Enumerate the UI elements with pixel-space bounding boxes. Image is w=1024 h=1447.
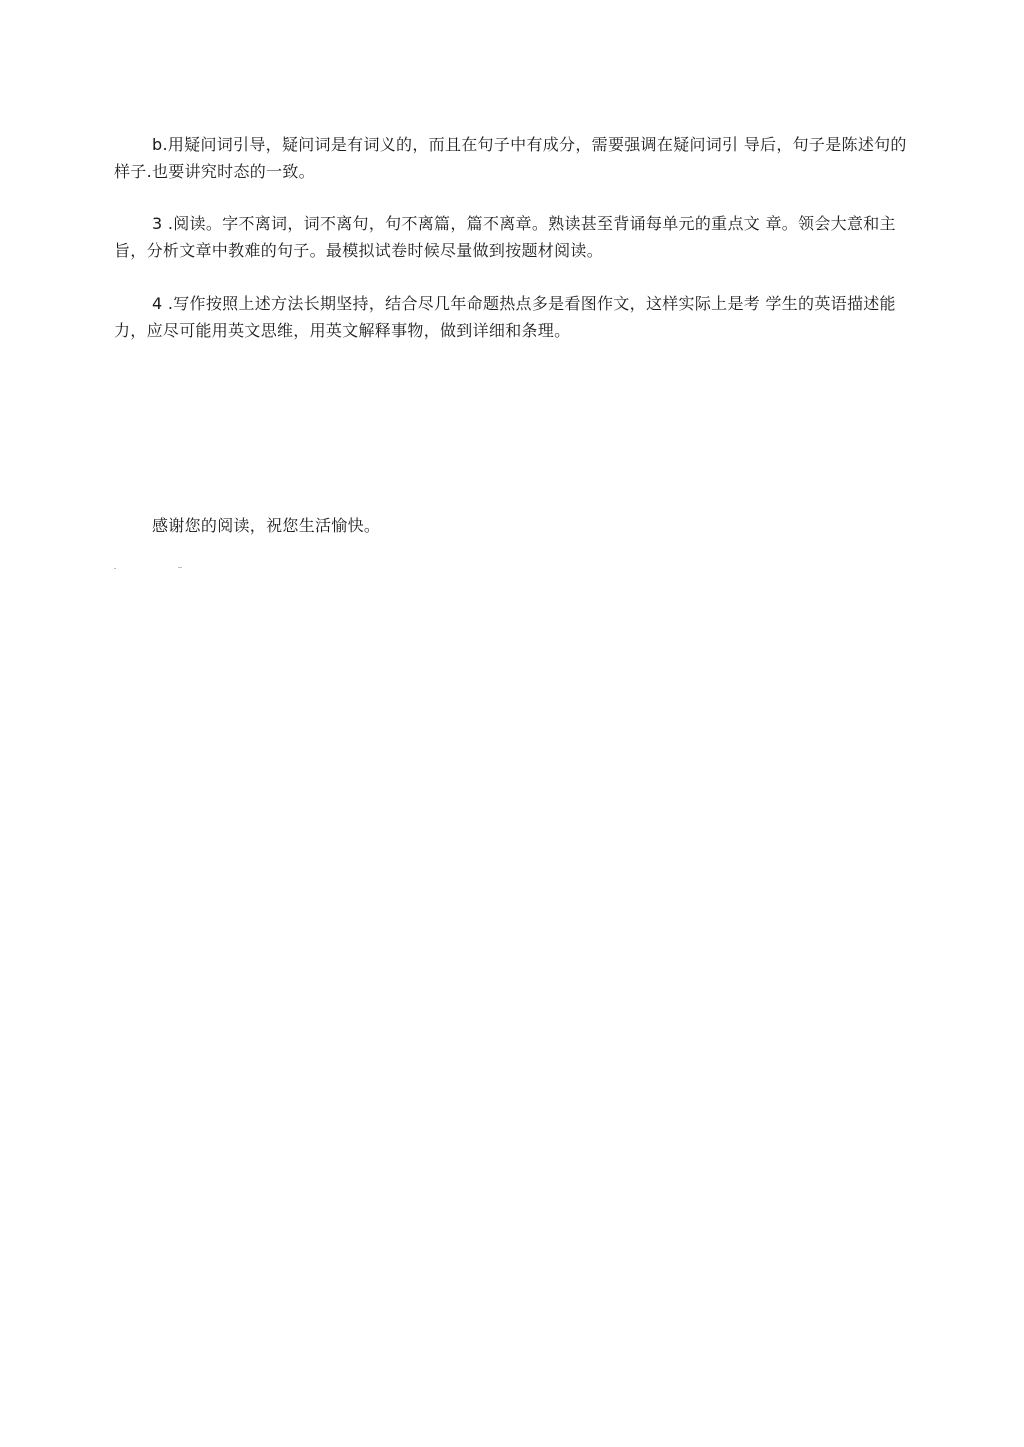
scan-artifact (178, 567, 182, 568)
paragraph-question-word-clause: b.用疑问词引导，疑问词是有词义的，而且在句子中有成分，需要强调在疑问词引 导后，句子是陈述句的样子.也要讲究时态的一致。 (114, 135, 907, 181)
scan-artifact (114, 568, 116, 569)
paragraph-writing: 4 .写作按照上述方法长期坚持，结合尽几年命题热点多是看图作文，这样实际上是考 学生的英语描述能力，应尽可能用英文思维，用英文解释事物，做到详细和条理。 (114, 294, 896, 340)
paragraph-reading: 3 .阅读。字不离词，词不离句，句不离篇，篇不离章。熟读甚至背诵每单元的重点文 章。领会大意和主旨，分析文章中教难的句子。最模拟试卷时候尽量做到按题材阅读。 (114, 214, 896, 260)
closing-message: 感谢您的阅读，祝您生活愉快。 (152, 516, 381, 535)
